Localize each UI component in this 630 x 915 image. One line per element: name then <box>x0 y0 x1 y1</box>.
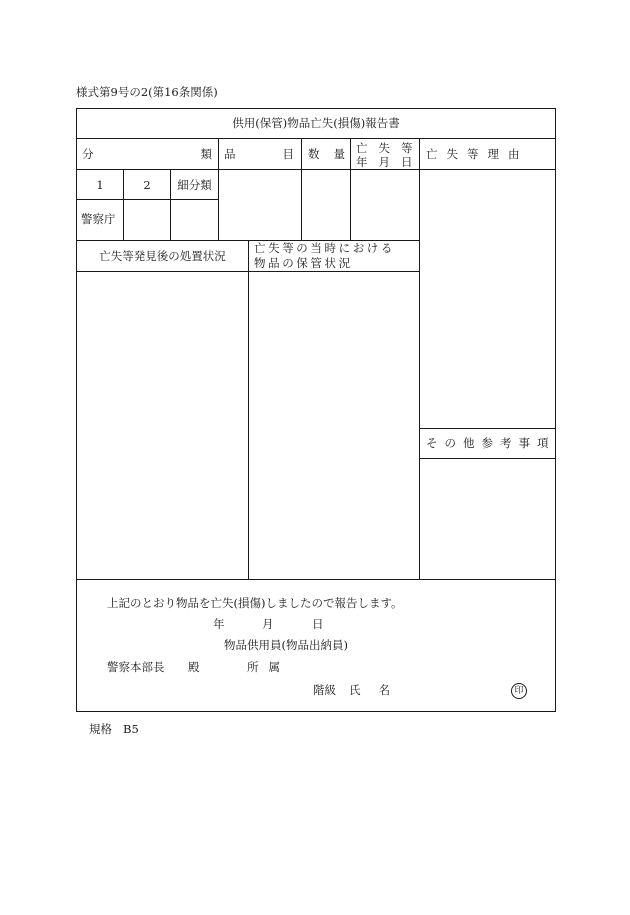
column-reason: 亡失等理由 <box>426 147 529 161</box>
storage-status-line1: 亡失等の当時における <box>254 241 395 255</box>
classification-char-2: 類 <box>200 147 212 161</box>
rank-label: 階級 <box>313 683 336 697</box>
honorific: 殿 <box>188 660 200 674</box>
sub-column-detail: 細分類 <box>177 178 212 192</box>
date-day: 日 <box>312 617 324 631</box>
other-notes-label: その他参考事項 <box>426 436 556 450</box>
column-loss-date-line2: 年月日 <box>356 155 424 169</box>
classification-char-1: 分 <box>82 147 94 161</box>
column-classification <box>82 147 212 161</box>
date-month: 月 <box>262 617 274 631</box>
seal-icon: 印 <box>511 683 527 699</box>
storage-status-line2: 物品の保管状況 <box>254 256 353 270</box>
column-quantity: 数 量 <box>308 147 345 161</box>
date-year: 年 <box>213 617 225 631</box>
addressee: 警察本部長 <box>107 660 165 674</box>
report-statement: 上記のとおり物品を亡失(損傷)しましたので報告します。 <box>107 596 403 610</box>
after-discovery-label: 亡失等発見後の処置状況 <box>99 249 226 263</box>
column-item: 品 目 <box>224 147 294 161</box>
reporter-role: 物品供用員(物品出納員) <box>224 638 348 652</box>
form-number: 様式第9号の2(第16条関係) <box>76 85 218 99</box>
form-title: 供用(保管)物品亡失(損傷)報告書 <box>232 116 400 130</box>
name-label: 氏名 <box>349 683 408 697</box>
agency-label: 警察庁 <box>81 212 116 226</box>
size-value: B5 <box>123 722 139 736</box>
size-label: 規格 <box>89 722 112 736</box>
column-loss-date-line1: 亡失等 <box>356 141 424 155</box>
affiliation-label: 所属 <box>247 660 290 674</box>
sub-column-1: 1 <box>96 178 104 192</box>
sub-column-2: 2 <box>143 178 151 192</box>
